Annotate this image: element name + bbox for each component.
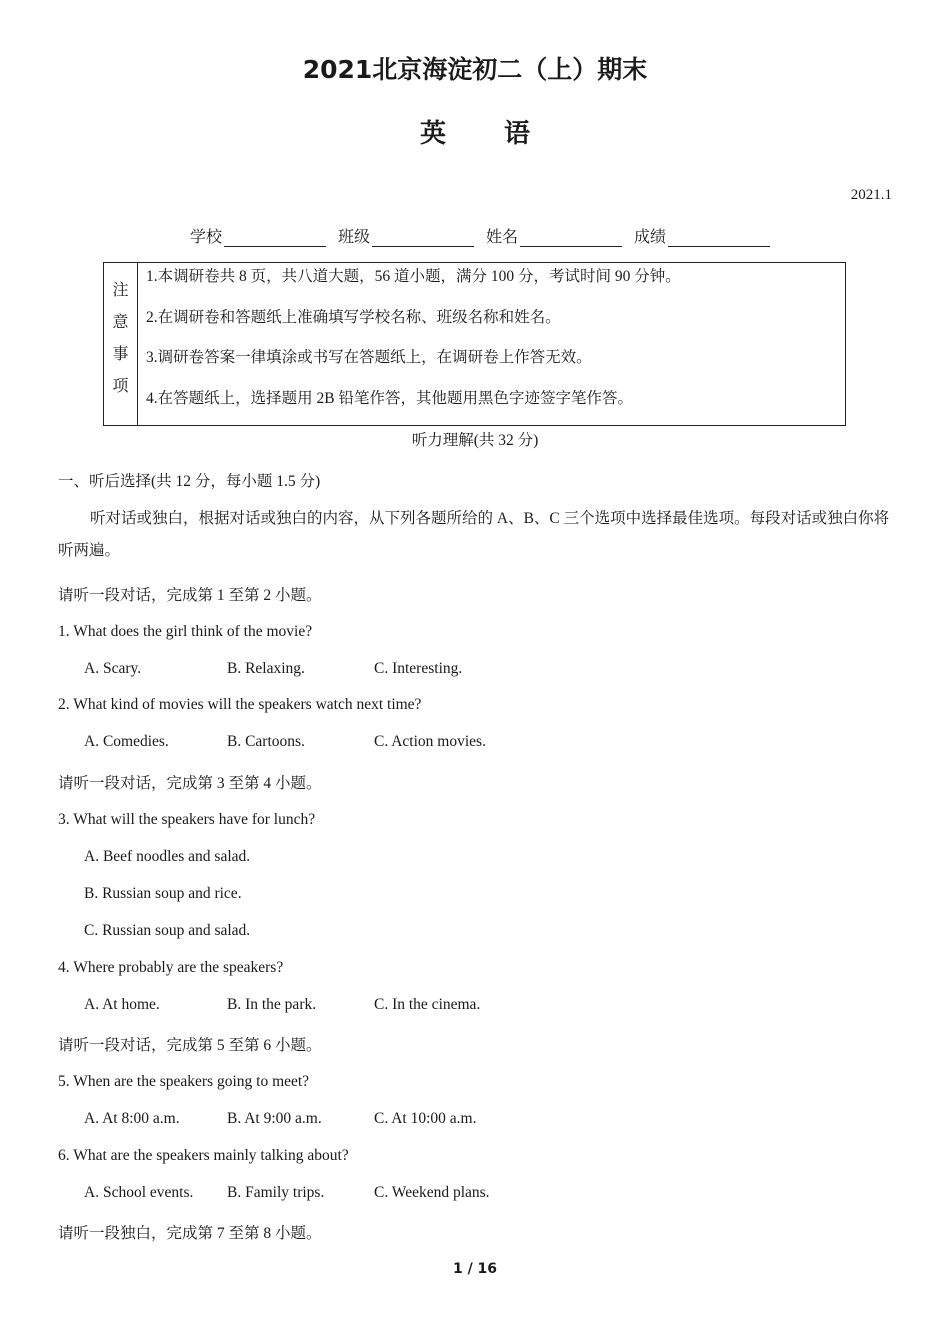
option-a: A. School events. — [84, 1184, 194, 1201]
blank-line — [668, 231, 770, 247]
option-b: B. Russian soup and rice. — [84, 885, 242, 902]
option-b: B. In the park. — [227, 996, 317, 1013]
blank-line — [224, 231, 326, 247]
option-c: C. Russian soup and salad. — [84, 922, 251, 939]
field-label: 班级 — [338, 229, 371, 246]
question-4: 4. Where probably are the speakers? — [58, 959, 284, 976]
field-label: 成绩 — [634, 229, 667, 246]
subject-title: 英语 — [419, 119, 588, 149]
school-field — [190, 224, 326, 247]
score-field — [634, 224, 770, 247]
page-title: 2021北京海淀初二（上）期末 — [302, 55, 648, 84]
notice-item: 4.在答题纸上，选择题用 2B 铅笔作答，其他题用黑色字迹签字笔作答。 — [146, 389, 633, 407]
listening-prompt: 请听一段对话，完成第 5 至第 6 小题。 — [58, 1037, 322, 1054]
option-a: A. At 8:00 a.m. — [84, 1110, 180, 1127]
listening-prompt: 请听一段对话，完成第 1 至第 2 小题。 — [58, 587, 322, 604]
field-label: 姓名 — [486, 229, 519, 246]
option-c: C. In the cinema. — [374, 996, 481, 1013]
notice-list — [146, 266, 839, 428]
listening-prompt: 请听一段对话，完成第 3 至第 4 小题。 — [58, 775, 322, 792]
notice-heading — [104, 263, 138, 425]
notice-heading-char: 事 — [112, 346, 129, 363]
notice-heading-char: 意 — [112, 314, 129, 331]
student-info-row — [190, 224, 770, 247]
field-label: 学校 — [190, 229, 223, 246]
option-b: B. Relaxing. — [227, 660, 305, 677]
instructions: 听对话或独白，根据对话或独白的内容，从下列各题所给的 A、B、C 三个选项中选择最佳选项。每段对话或独白你将听两遍。 — [58, 510, 890, 559]
option-a: A. Beef noodles and salad. — [84, 848, 251, 865]
notice-box — [103, 262, 846, 426]
options-row — [84, 1184, 490, 1202]
option-c: C. Weekend plans. — [374, 1184, 490, 1201]
exam-date: 2021.1 — [850, 187, 892, 203]
blank-line — [520, 231, 622, 247]
notice-item: 2.在调研卷和答题纸上准确填写学校名称、班级名称和姓名。 — [146, 308, 561, 326]
options-row — [84, 733, 486, 751]
option-c: C. Action movies. — [374, 733, 486, 750]
question-3: 3. What will the speakers have for lunch? — [58, 811, 316, 828]
question-6: 6. What are the speakers mainly talking about? — [58, 1147, 349, 1164]
option-b: B. At 9:00 a.m. — [227, 1110, 322, 1127]
notice-heading-char: 项 — [112, 378, 129, 395]
listening-prompt: 请听一段独白，完成第 7 至第 8 小题。 — [58, 1225, 322, 1242]
page-number: 1 / 16 — [452, 1261, 498, 1277]
option-b: B. Cartoons. — [227, 733, 305, 750]
option-a: A. Scary. — [84, 660, 142, 677]
option-a: A. At home. — [84, 996, 160, 1013]
notice-item: 1.本调研卷共 8 页，共八道大题，56 道小题，满分 100 分，考试时间 90 分钟。 — [146, 268, 681, 285]
option-c: C. At 10:00 a.m. — [374, 1110, 477, 1127]
blank-line — [372, 231, 474, 247]
option-a: A. Comedies. — [84, 733, 169, 750]
options-row — [84, 1110, 476, 1128]
section-title: 听力理解(共 32 分) — [411, 432, 539, 449]
notice-item: 3.调研卷答案一律填涂或书写在答题纸上，在调研卷上作答无效。 — [146, 349, 592, 366]
notice-heading-char: 注 — [112, 282, 129, 299]
class-field — [338, 224, 474, 247]
question-5: 5. When are the speakers going to meet? — [58, 1073, 310, 1090]
question-1: 1. What does the girl think of the movie? — [58, 623, 313, 640]
option-b: B. Family trips. — [227, 1184, 325, 1201]
question-2: 2. What kind of movies will the speakers watch next time? — [58, 696, 422, 713]
option-c: C. Interesting. — [374, 660, 463, 677]
part-title: 一、听后选择(共 12 分，每小题 1.5 分) — [58, 473, 321, 490]
options-row — [84, 660, 462, 678]
options-row — [84, 996, 480, 1014]
name-field — [486, 224, 622, 247]
